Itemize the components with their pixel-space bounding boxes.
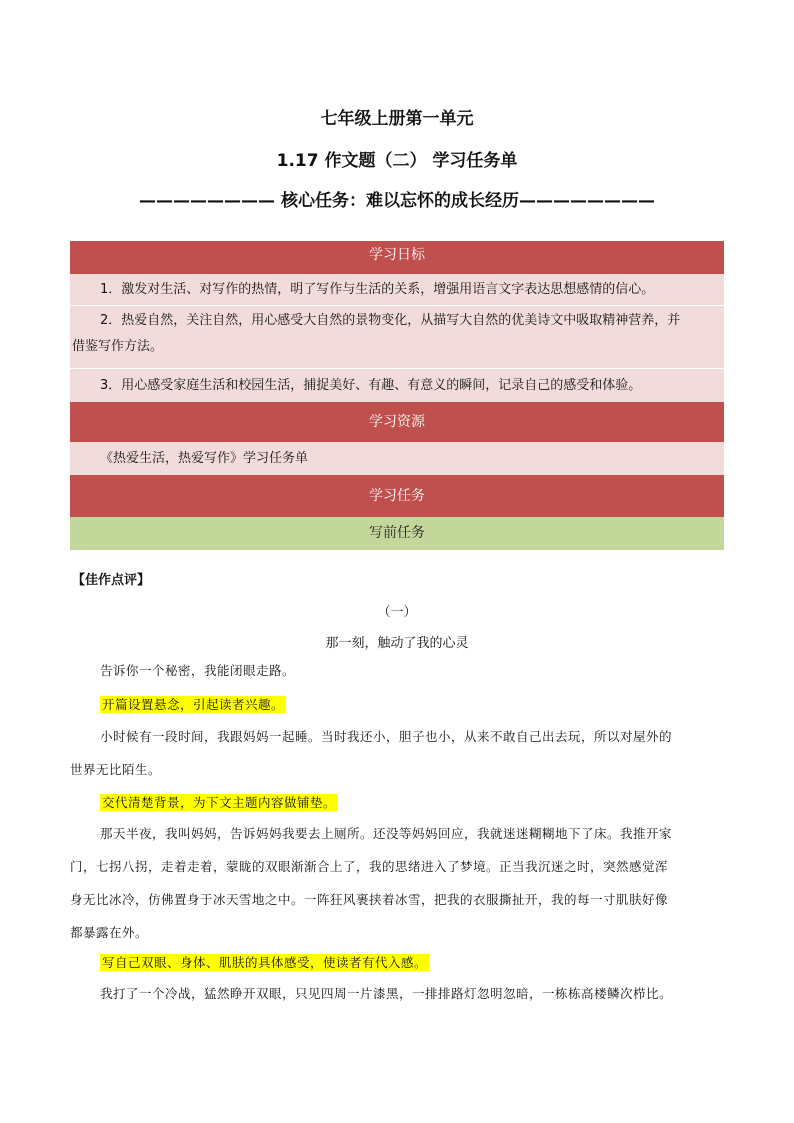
essay-number: （一） — [377, 605, 417, 620]
comment-2 — [70, 786, 724, 819]
comment-1 — [70, 688, 724, 721]
goal-item-3: 3．用心感受家庭生活和校园生活，捕捉美好、有趣、有意义的瞬间，记录自己的感受和体验。 — [70, 369, 724, 402]
task-table — [70, 241, 724, 550]
comment-highlight: 开篇设置悬念，引起读者兴趣。 — [102, 697, 285, 712]
essay-text: 都暴露在外。 — [70, 925, 149, 940]
essay-para-3 — [70, 817, 724, 949]
essay-text: 门，七拐八拐，走着走着，蒙眬的双眼渐渐合上了，我的思绪进入了梦境。正当我沉迷之时，突然感觉浑 — [70, 859, 669, 874]
goal-item-2-cont: 借鉴写作方法。 — [70, 334, 724, 369]
essay-text: 告诉你一个秘密，我能闭眼走路。 — [100, 663, 296, 678]
tasks-header: 学习任务 — [70, 475, 724, 517]
essay-text: 世界无比陌生。 — [70, 762, 162, 777]
essay-para-2 — [70, 720, 724, 786]
goals-header: 学习日标 — [70, 241, 724, 274]
essay-para-4 — [70, 977, 724, 1010]
lesson-title: 1.17 作文题（二） 学习任务单 — [276, 151, 518, 171]
essay-text: 我打了一个冷战，猛然睁开双眼，只见四周一片漆黑，一排排路灯忽明忽暗，一栋栋高楼鳞次栉比。 — [100, 986, 673, 1001]
resources-header: 学习资源 — [70, 402, 724, 442]
comment-highlight: 写自己双眼、身体、肌肤的具体感受，使读者有代入感。 — [102, 955, 428, 970]
prewrite-header: 写前任务 — [70, 517, 724, 550]
essay-para-1 — [70, 654, 724, 687]
essay-title: 那一刻，触动了我的心灵 — [325, 636, 469, 651]
goal-item-2: 2．热爱自然，关注自然，用心感受大自然的景物变化，从描写大自然的优美诗文中吸取精神营养，并 — [70, 306, 724, 334]
essay-text: 小时候有一段时间，我跟妈妈一起睡。当时我还小，胆子也小，从来不敢自己出去玩，所以对屋外的 — [100, 729, 673, 744]
resource-item: 《热爱生活，热爱写作》学习任务单 — [70, 442, 724, 475]
unit-title: 七年级上册第一单元 — [320, 109, 474, 129]
essay-text: 那天半夜，我叫妈妈，告诉妈妈我要去上厕所。还没等妈妈回应，我就迷迷糊糊地下了床。我推开家 — [100, 826, 673, 841]
essay-text: 身无比冰冷，仿佛置身于冰天雪地之中。一阵狂风裹挟着冰雪，把我的衣服撕扯开，我的每一寸肌肤好像 — [70, 892, 669, 907]
goal-item-1: 1．激发对生活、对写作的热情，明了写作与生活的关系，增强用语言文字表达思想感情的信心。 — [70, 274, 724, 306]
core-task-title: ———————— 核心任务：难以忘怀的成长经历———————— — [139, 191, 655, 211]
section-label: 【佳作点评】 — [72, 573, 151, 588]
comment-3 — [70, 946, 724, 979]
comment-highlight: 交代清楚背景，为下文主题内容做铺垫。 — [102, 795, 337, 810]
